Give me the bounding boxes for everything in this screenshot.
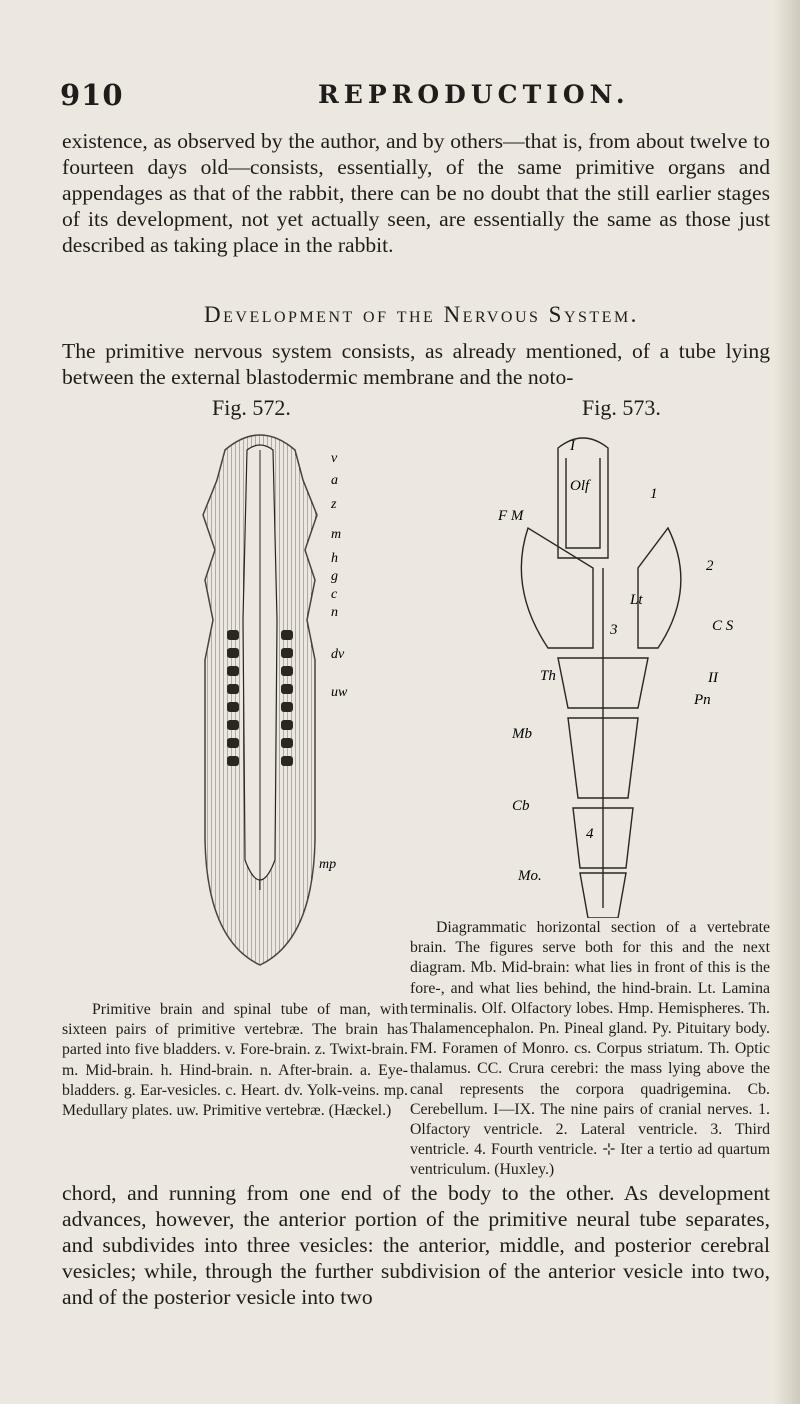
label-a: a	[331, 473, 338, 488]
label-g: g	[331, 569, 338, 584]
label-dv: dv	[331, 647, 345, 662]
label-mo: Mo.	[518, 868, 542, 884]
page-header	[60, 78, 760, 118]
paragraph-1: existence, as observed by the author, and by others—that is, from about twelve to fourteen days old—consists, essentially, of the same primitive organs and appendages as that of the rabbit, there can be no doubt that the still earlier stages of its development, not yet actually seen, are essentially the same as those just described as taking place in the rabbit.	[62, 129, 770, 257]
label-v: v	[331, 451, 338, 466]
page-number: 910	[60, 78, 124, 112]
paragraph-2: The primitive nervous system consists, as already mentioned, of a tube lying between the external blastodermic membrane and the noto-	[62, 339, 770, 389]
figure-572-label: Fig. 572.	[212, 395, 291, 420]
hemisphere-right	[638, 528, 681, 648]
paragraph-3: chord, and running from one end of the body to the other. As development advances, however, the anterior portion of the primitive neural tube separates, and subdivides into three vesicles: the anterior, middle, and posterior cerebral vesicles; while, through the further subdivision of the anterior vesicle into two, and of the posterior vesicle into two	[62, 1181, 770, 1309]
label-mb: Mb	[512, 726, 532, 742]
figure-573-caption: Diagrammatic horizontal section of a vertebrate brain. The figures serve both for this and the next diagram. Mb. Mid-brain: what lies in front of this is the fore-, and what lies behind, the hind-brain. Lt. Lamina terminalis. Olf. Olfactory lobes. Hmp. Hemispheres. Th. Thalamencephalon. Pn. Pineal gland. Py. Pituitary body. FM. Foramen of Monro. cs. Corpus striatum. Th. Optic thalamus. CC. Crura cerebri: the mass lying above the canal represents the corpora quadrigemina. Cb. Cerebellum. I—IX. The nine pairs of cranial nerves. 1. Olfactory ventricle. 2. Lateral ventricle. 3. Third ventricle. 4. Fourth ventricle. ⊹ Iter a tertio ad quartum ventriculum. (Huxley.)	[410, 919, 770, 1179]
label-n: n	[331, 605, 338, 620]
hemisphere-left	[521, 528, 593, 648]
label-2: 2	[706, 558, 714, 574]
figure-572-caption: Primitive brain and spinal tube of man, with sixteen pairs of primitive vertebræ. The brain has parted into five bladders. v. Fore-brain. z. Twixt-brain. m. Mid-brain. h. Hind-brain. n. After-brain. a. Eye-bladders. g. Ear-vesicles. c. Heart. dv. Yolk-veins. mp. Medullary plates. uw. Primitive vertebræ. (Hæckel.)	[62, 1001, 408, 1120]
page-edge-shadow	[774, 0, 800, 1404]
figure-573-label: Fig. 573.	[582, 395, 661, 420]
label-lt: Lt	[630, 592, 643, 608]
running-head: REPRODUCTION.	[318, 80, 630, 109]
label-cs: C S	[712, 618, 734, 634]
label-z: z	[331, 497, 337, 512]
figure-573-illustration	[498, 418, 758, 918]
label-I: I	[570, 438, 575, 454]
label-3: 3	[610, 622, 618, 638]
section-heading: Development of the Nervous System.	[204, 302, 639, 327]
label-c: c	[331, 587, 338, 602]
label-pn: Pn	[694, 692, 711, 708]
figure-572-illustration	[155, 420, 365, 980]
label-th: Th	[540, 668, 556, 684]
label-mp: mp	[319, 857, 337, 872]
label-uw: uw	[331, 685, 348, 700]
label-1: 1	[650, 486, 658, 502]
label-olf: Olf	[570, 478, 590, 494]
label-4: 4	[586, 826, 594, 842]
label-cb: Cb	[512, 798, 530, 814]
label-m: m	[331, 527, 342, 542]
label-h: h	[331, 551, 338, 566]
label-ii: II	[708, 670, 718, 686]
label-fm: F M	[498, 508, 524, 524]
